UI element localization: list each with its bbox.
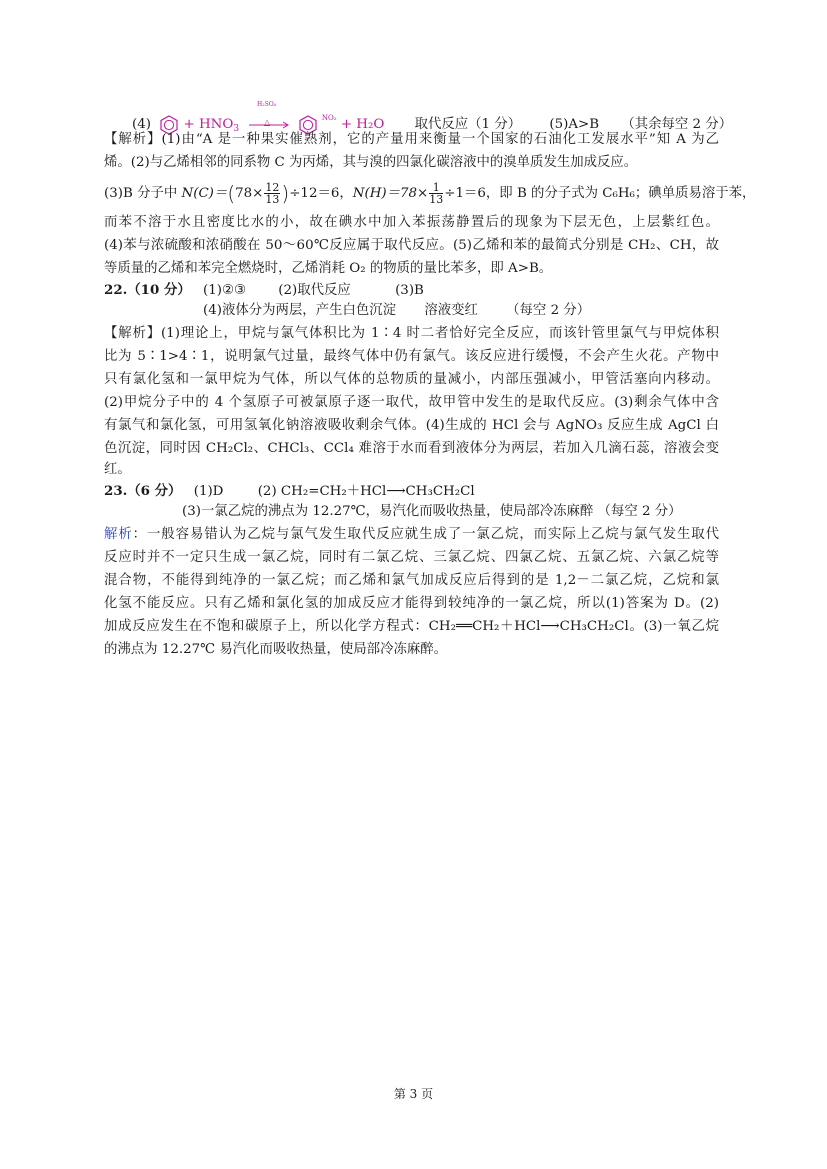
q22-answers-line: 22.（10 分） (1)②③ (2)取代反应 (3)B — [104, 282, 424, 298]
q21-formula-line: (3)B 分子中 N(C)＝(78× $\frac{12}{13}$ )÷12＝6，N(H)＝78× $\frac{1}{13}$ ÷1＝6，即 B 的分子式为 C₆H₆；碘单质易溶于苯， — [104, 181, 756, 206]
q22-analysis-line: 【解析】(1)理论上，甲烷与氯气体积比为 1∶4 时二者恰好完全反应，而该针管里氯气与甲烷体积 — [104, 326, 719, 341]
q22-analysis-line: (2)甲烷分子中的 4 个氢原子可被氯原子逐一取代，故甲管中发生的是取代反应。(3)剩余气体中含 — [104, 395, 719, 410]
q21-condition-bottom: △ — [264, 118, 271, 127]
q22-analysis-line: 比为 5∶1>4∶1，说明氯气过量，最终气体中仍有氯气。该反应进行缓慢，不会产生火花。产物中 — [104, 349, 719, 364]
q23-heading: 23.（6 分） — [104, 483, 182, 499]
q21-analysis-line: 等质量的乙烯和苯完全燃烧时，乙烯消耗 O₂ 的物质的量比苯多，即 A>B。 — [104, 261, 553, 276]
q23-analysis-line: 反应时并不一定只生成一氯乙烷，同时有二氯乙烷、三氯乙烷、四氯乙烷、五氯乙烷、六氯乙烷等 — [104, 550, 719, 565]
q22-analysis-line: 只有氯化氢和一氯甲烷为气体，所以气体的总物质的量减小，内部压强减小，甲管活塞向内移动。 — [104, 372, 719, 387]
q23-analysis-label: 解析 — [104, 527, 133, 542]
q23-analysis-line: 混合物，不能得到纯净的一氯乙烷；而乙烯和氯气加成反应后得到的是 1,2－二氯乙烷，乙烷和氯 — [104, 573, 719, 588]
q21-condition-top: H₂SO₄ — [257, 101, 277, 108]
q22-answers-line-2: (4)液体分为两层，产生白色沉淀 溶液变红 （每空 2 分） — [203, 303, 591, 318]
q21-product-h2o: + H₂O — [340, 117, 385, 132]
q21-rest-note: （其余每空 2 分） — [621, 117, 733, 132]
q22-analysis-line: 有氯气和氯化氢，可用氢氧化钠溶液吸收剩余气体。(4)生成的 HCl 会与 AgNO₃ 反应生成 AgCl 白 — [104, 418, 719, 433]
q23-analysis-line: 的沸点为 12.27℃ 易汽化而吸收热量，使局部冷冻麻醉。 — [104, 642, 448, 657]
q21-analysis-line: 而苯不溶于水且密度比水的小，故在碘水中加入苯振荡静置后的现象为下层无色，上层紫红色。 — [104, 215, 719, 230]
q23-answers-line: 23.（6 分） (1)D (2) CH₂=CH₂＋HCl⟶CH₃CH₂Cl — [104, 483, 475, 499]
q23-analysis-line: 化氢不能反应。只有乙烯和氯化氢的加成反应才能得到较纯净的一氯乙烷，所以(1)答案为 D。(2) — [104, 596, 719, 611]
page-number: 第 3 页 — [393, 1087, 434, 1101]
q22-heading: 22.（10 分） — [104, 282, 191, 298]
q22-analysis-line: 红。 — [104, 462, 131, 477]
q21-part4-label: (4) — [132, 117, 151, 132]
q21-analysis-line: (4)苯与浓硫酸和浓硝酸在 50～60℃反应属于取代反应。(5)乙烯和苯的最简式分别是 CH₂、CH，故 — [104, 238, 719, 253]
q21-analysis-line: 烯。(2)与乙烯相邻的同系物 C 为丙烯，其与溴的四氯化碳溶液中的溴单质发生加成反应。 — [104, 155, 638, 170]
q21-part5: (5)A>B — [549, 117, 600, 132]
q21-nitro-group: NO₂ — [321, 114, 337, 122]
q22-analysis-line: 色沉淀，同时因 CH₂Cl₂、CHCl₃、CCl₄ 难溶于水而看到液体分为两层，若加入几滴石蕊，溶液会变 — [104, 441, 719, 456]
q21-reagent-hno3: + $HNO_3$ — [183, 117, 240, 134]
q23-analysis-line: 解析：一般容易错认为乙烷与氯气发生取代反应就生成了一氯乙烷，而实际上乙烷与氯气发生取代 — [104, 527, 720, 542]
q21-analysis-line: 【解析】(1)由“A 是一种果实催熟剂，它的产量用来衡量一个国家的石油化工发展水平”知 A 为乙 — [104, 132, 719, 147]
fraction-12-13: $\frac{12}{13}$ — [265, 181, 280, 206]
fraction-1-13: $\frac{1}{13}$ — [429, 181, 444, 206]
q23-answers-line-2: (3)一氯乙烷的沸点为 12.27℃，易汽化而吸收热量，使局部冷冻麻醉 （每空 2 分） — [182, 504, 682, 519]
q21-part4-note: 取代反应（1 分） — [414, 117, 522, 132]
q23-analysis-line: 加成反应发生在不饱和碳原子上，所以化学方程式：CH₂══CH₂＋HCl⟶CH₃CH₂Cl。(3)一氧乙烷 — [104, 619, 719, 634]
